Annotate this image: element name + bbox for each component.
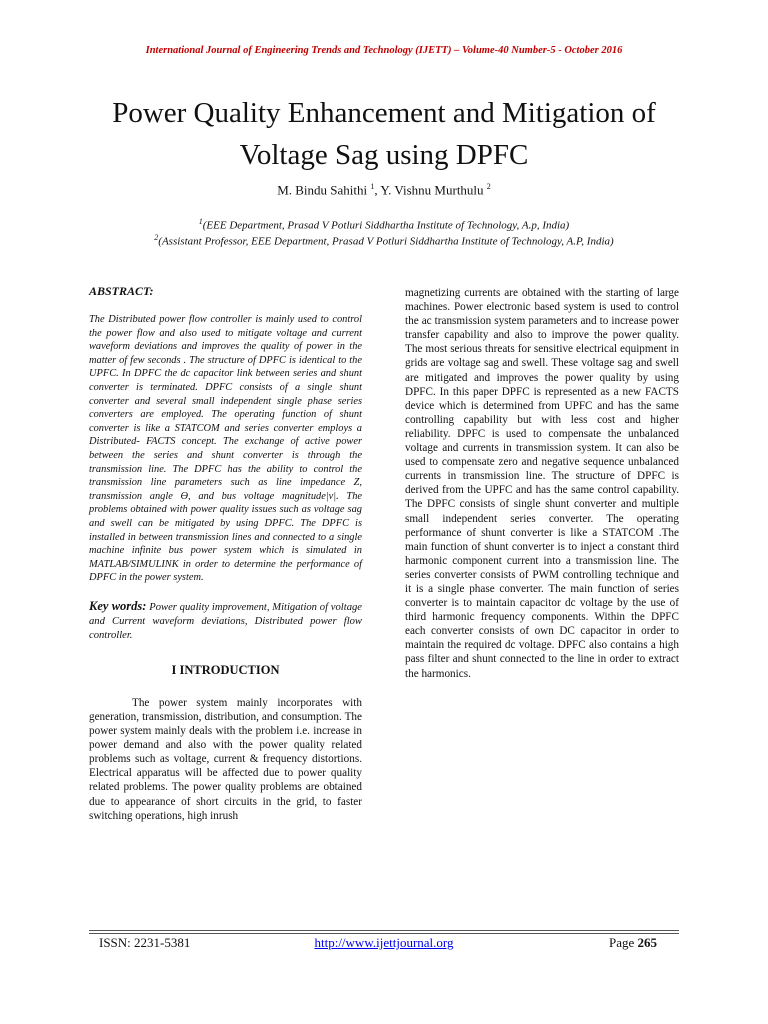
author-separator: , xyxy=(374,182,381,198)
author-2: Y. Vishnu Murthulu xyxy=(380,182,484,198)
affiliation-1-text: (EEE Department, Prasad V Potluri Siddhartha Institute of Technology, A.p, India) xyxy=(202,219,570,232)
author-1: M. Bindu Sahithi xyxy=(277,182,368,198)
introduction-paragraph-right: magnetizing currents are obtained with the starting of large machines. Power electronic based system is used to control the ac transmission system parameters and to increase power transfer capability and also to improve the power quality. The most serious threats for sensitive electrical equipment in grids are voltage sag and swell. These voltage sag and swell are mitigated and improves the power quality by using DPFC. In this paper DPFC is represented as a new FACTS device which is determined from UPFC and has the same controlling capability but with less cost and higher reliability. DPFC is used to compensate the unbalanced voltage and currents in transmission system. It can also be used to compensate zero and negative sequence unbalanced currents in transmission line. The structure of DPFC is derived from the UPFC and has the same control capability. The DPFC consists of single shunt converter and multiple small independent series converter. The operating performance of shunt converter is like a STATCOM .The main function of shunt converter is to inject a constant third harmonic component current into a transmission line. The series converter consists of PWM controlling technique and it is a single phase converter. The main function of series converter is to maintain capacitor dc voltage by the use of third harmonic frequency components. Within the DPFC each converter consists of own DC capacitor in order to maintain the required dc voltage. DPFC also contains a high pass filter and shunt connected to the line in order to extract the harmonics. xyxy=(405,287,679,680)
abstract-heading: ABSTRACT: xyxy=(89,284,154,298)
affiliation-1-mark: 1 xyxy=(198,217,203,226)
author-1-affiliation-mark: 1 xyxy=(370,182,375,191)
affiliation-1 xyxy=(0,217,768,232)
title-line-2: Voltage Sag using DPFC xyxy=(239,139,529,171)
footer-journal-link[interactable]: http://www.ijettjournal.org xyxy=(314,935,454,950)
page-label: Page xyxy=(608,935,638,950)
footer-page-number xyxy=(609,935,657,951)
left-column xyxy=(89,284,362,823)
affiliation-2-text: (Assistant Professor, EEE Department, Prasad V Potluri Siddhartha Institute of Technology, A.P, India) xyxy=(158,235,614,248)
keywords-text: Power quality improvement, Mitigation of voltage and Current waveform deviations, Distributed power flow controller. xyxy=(89,601,362,641)
keywords-label: Key words: xyxy=(89,598,147,613)
abstract-text: The Distributed power flow controller is mainly used to control the power flow and also used to mitigate voltage and current waveform deviations and improves the quality of power in the matter of few seconds . The structure of DPFC is identical to the UPFC. In DPFC the dc capacitor link between series and shunt converter is terminated. DPFC consists of a single shunt converter and several small independent single phase series converters are employed. The operating function of shunt converter is like a STATCOM and series converter employs a Distributed- FACTS concept. The exchange of active power between the series and shunt converter is through the transmission line. The DPFC has the ability to control the transmission line parameters such as line impedance Z, transmission angle Ɵ, and bus voltage magnitude|ν|. The problems obtained with power quality issues such as voltage sag and swell can be mitigated by using DPFC. The DPFC is installed in between transmission lines and connected to a single machine infinite bus power system which is simulated in MATLAB/SIMULINK in order to determine the performance of DPFC in the power system. xyxy=(89,314,362,584)
footer-issn: ISSN: 2231-5381 xyxy=(99,935,191,950)
introduction-paragraph-left: The power system mainly incorporates with generation, transmission, distribution, and consumption. The power system mainly deals with the problem i.e. increase in power demand and also with the power quality related problems such as voltage, current & frequency distortions. Electrical apparatus will be affected due to power quality related problems. The power quality problems are obtained due to appearance of short circuits in the grid, to faster switching operations, high inrush xyxy=(89,696,362,822)
affiliation-2 xyxy=(0,233,768,248)
right-column xyxy=(405,286,679,681)
section-heading-introduction: I INTRODUCTION xyxy=(171,662,280,677)
keywords xyxy=(89,599,362,643)
authors xyxy=(0,182,768,198)
title-line-1: Power Quality Enhancement and Mitigation of xyxy=(112,97,656,129)
paper-title xyxy=(40,92,728,176)
footer-divider-second xyxy=(89,933,679,934)
journal-header: International Journal of Engineering Trends and Technology (IJETT) – Volume-40 Number-5 - October 2016 xyxy=(145,45,623,56)
footer-divider xyxy=(89,930,679,931)
page-number: 265 xyxy=(637,935,657,950)
author-2-affiliation-mark: 2 xyxy=(486,182,491,191)
affiliation-2-mark: 2 xyxy=(154,233,159,242)
